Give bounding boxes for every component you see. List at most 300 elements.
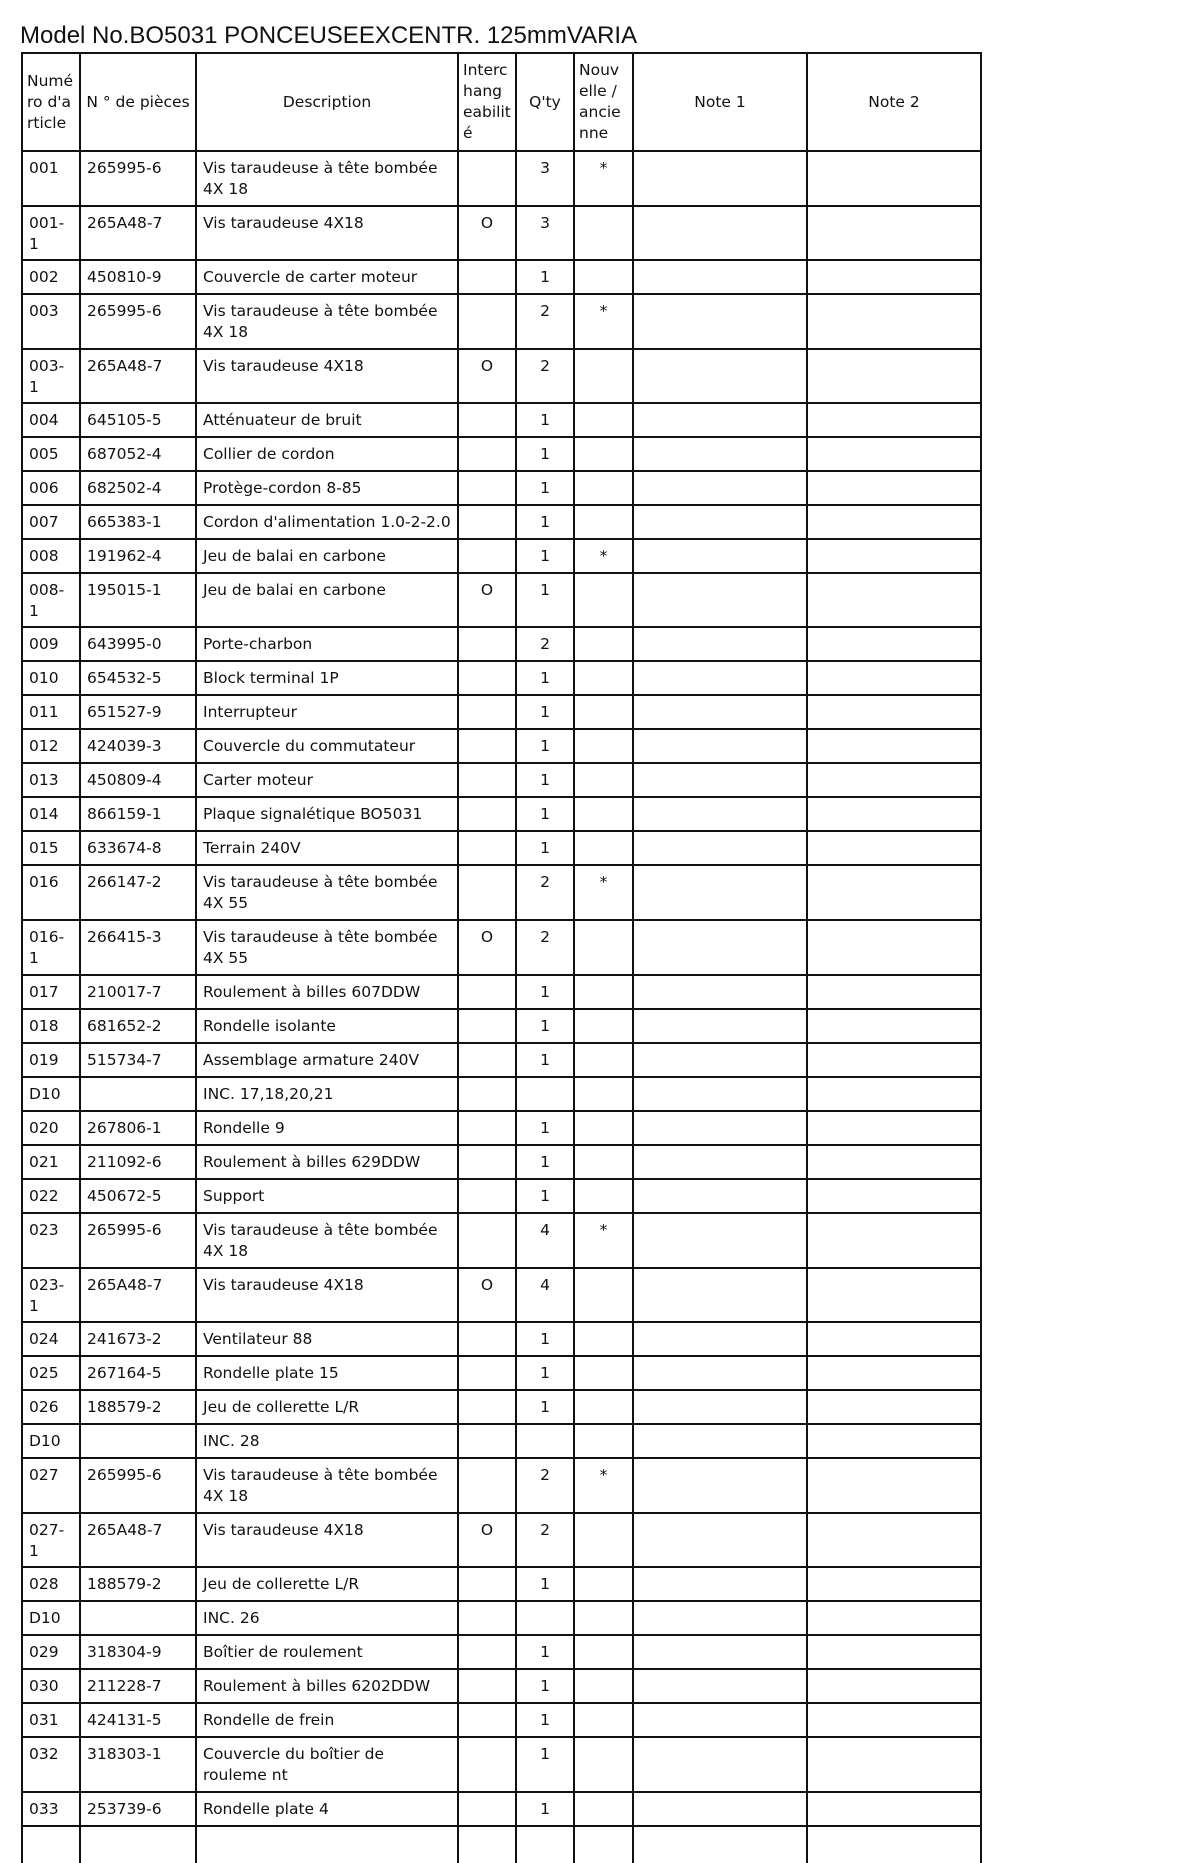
cell-part-no: 682502-4 [80, 471, 196, 505]
cell-note-2 [807, 539, 981, 573]
cell-description: Vis taraudeuse à tête bombée 4X 55 [196, 865, 458, 920]
cell-description: Vis taraudeuse à tête bombée 4X 18 [196, 1213, 458, 1268]
cell-description: Porte-charbon [196, 627, 458, 661]
cell-note-1 [633, 1669, 807, 1703]
cell-interchangeability [458, 1792, 516, 1826]
cell-interchangeability [458, 975, 516, 1009]
cell-note-1 [633, 539, 807, 573]
header-item-no: Numé ro d'a rticle [22, 53, 80, 151]
cell-qty: 1 [516, 471, 574, 505]
cell-part-no: 267806-1 [80, 1111, 196, 1145]
table-row [22, 1043, 981, 1077]
cell-part-no [80, 1601, 196, 1635]
table-row [22, 1792, 981, 1826]
cell-note-1 [633, 1145, 807, 1179]
cell-description: Support [196, 1179, 458, 1213]
cell-description: Vis taraudeuse à tête bombée 4X 55 [196, 920, 458, 975]
cell-new-old [574, 831, 633, 865]
cell-new-old [574, 661, 633, 695]
cell-note-1 [633, 471, 807, 505]
cell-qty: 1 [516, 505, 574, 539]
cell-note-1 [633, 573, 807, 627]
cell-note-2 [807, 1322, 981, 1356]
cell-item-no: 004 [22, 403, 80, 437]
cell-item-no: 014 [22, 797, 80, 831]
header-note-1: Note 1 [633, 53, 807, 151]
cell-note-1 [633, 1567, 807, 1601]
cell-part-no: 265995-6 [80, 1458, 196, 1513]
cell-note-2 [807, 1356, 981, 1390]
cell-interchangeability [458, 1826, 516, 1863]
cell-description: Rondelle de frein [196, 1703, 458, 1737]
cell-item-no: 029 [22, 1635, 80, 1669]
page-title: Model No.BO5031 PONCEUSEEXCENTR. 125mmVARIA [20, 22, 638, 49]
cell-note-1 [633, 294, 807, 349]
cell-note-1 [633, 729, 807, 763]
cell-new-old [574, 573, 633, 627]
cell-item-no: 016 [22, 865, 80, 920]
cell-part-no: 643995-0 [80, 627, 196, 661]
cell-interchangeability: O [458, 349, 516, 403]
cell-part-no [80, 1077, 196, 1111]
cell-interchangeability [458, 865, 516, 920]
cell-note-1 [633, 1513, 807, 1567]
cell-qty: 1 [516, 729, 574, 763]
cell-item-no: 024 [22, 1322, 80, 1356]
table-row [22, 151, 981, 206]
cell-interchangeability [458, 1703, 516, 1737]
cell-interchangeability: O [458, 1513, 516, 1567]
cell-note-1 [633, 1737, 807, 1792]
cell-qty: 1 [516, 403, 574, 437]
cell-part-no: 645105-5 [80, 403, 196, 437]
cell-note-2 [807, 831, 981, 865]
table-row [22, 1567, 981, 1601]
cell-interchangeability [458, 1424, 516, 1458]
cell-note-1 [633, 763, 807, 797]
cell-note-2 [807, 1826, 981, 1863]
cell-interchangeability [458, 403, 516, 437]
cell-note-1 [633, 920, 807, 975]
cell-description: Collier de cordon [196, 437, 458, 471]
cell-part-no: 450672-5 [80, 1179, 196, 1213]
cell-qty: 1 [516, 695, 574, 729]
table-row [22, 1009, 981, 1043]
cell-new-old [574, 1145, 633, 1179]
cell-description: Protège-cordon 8-85 [196, 471, 458, 505]
cell-item-no: D10 [22, 1077, 80, 1111]
cell-qty: 1 [516, 1669, 574, 1703]
table-row [22, 573, 981, 627]
cell-new-old [574, 1513, 633, 1567]
cell-part-no: 681652-2 [80, 1009, 196, 1043]
cell-new-old: * [574, 294, 633, 349]
table-row [22, 1669, 981, 1703]
header-part-no: N ° de pièces [80, 53, 196, 151]
cell-description: Rondelle 9 [196, 1111, 458, 1145]
cell-interchangeability [458, 1390, 516, 1424]
cell-note-1 [633, 505, 807, 539]
cell-part-no: 188579-2 [80, 1567, 196, 1601]
cell-qty [516, 1826, 574, 1863]
cell-description: Jeu de collerette L/R [196, 1390, 458, 1424]
cell-interchangeability [458, 1458, 516, 1513]
cell-note-1 [633, 1826, 807, 1863]
cell-note-2 [807, 505, 981, 539]
cell-part-no: 191962-4 [80, 539, 196, 573]
cell-note-2 [807, 1792, 981, 1826]
cell-item-no: 003 [22, 294, 80, 349]
cell-interchangeability [458, 1077, 516, 1111]
cell-description: Couvercle du commutateur [196, 729, 458, 763]
cell-part-no: 265A48-7 [80, 1513, 196, 1567]
cell-part-no: 450809-4 [80, 763, 196, 797]
cell-note-2 [807, 763, 981, 797]
cell-description: Ventilateur 88 [196, 1322, 458, 1356]
cell-interchangeability [458, 1601, 516, 1635]
cell-new-old [574, 797, 633, 831]
cell-interchangeability [458, 1635, 516, 1669]
cell-new-old: * [574, 865, 633, 920]
cell-description: Cordon d'alimentation 1.0-2-2.0 [196, 505, 458, 539]
cell-note-2 [807, 865, 981, 920]
cell-note-2 [807, 920, 981, 975]
cell-item-no: 006 [22, 471, 80, 505]
cell-part-no: 266415-3 [80, 920, 196, 975]
cell-item-no: 033 [22, 1792, 80, 1826]
cell-description: INC. 28 [196, 1424, 458, 1458]
cell-interchangeability [458, 1737, 516, 1792]
cell-new-old [574, 627, 633, 661]
table-row [22, 1390, 981, 1424]
cell-note-1 [633, 1268, 807, 1322]
cell-new-old [574, 349, 633, 403]
cell-description: Roulement à billes 6202DDW [196, 1669, 458, 1703]
cell-note-2 [807, 1111, 981, 1145]
cell-part-no: 267164-5 [80, 1356, 196, 1390]
cell-description: Rondelle plate 15 [196, 1356, 458, 1390]
cell-note-2 [807, 206, 981, 260]
cell-new-old: * [574, 1213, 633, 1268]
cell-description: Rondelle plate 4 [196, 1792, 458, 1826]
cell-qty: 1 [516, 437, 574, 471]
cell-qty [516, 1601, 574, 1635]
cell-note-2 [807, 1077, 981, 1111]
cell-note-1 [633, 695, 807, 729]
cell-part-no: 253739-6 [80, 1792, 196, 1826]
cell-item-no: 021 [22, 1145, 80, 1179]
cell-item-no: 027 [22, 1458, 80, 1513]
cell-qty [516, 1077, 574, 1111]
header-qty: Q'ty [516, 53, 574, 151]
cell-item-no: 008 [22, 539, 80, 573]
cell-part-no: 265995-6 [80, 294, 196, 349]
cell-interchangeability [458, 539, 516, 573]
cell-new-old [574, 729, 633, 763]
cell-interchangeability [458, 1356, 516, 1390]
cell-part-no: 265A48-7 [80, 1268, 196, 1322]
table-row [22, 539, 981, 573]
cell-item-no: 016-1 [22, 920, 80, 975]
cell-note-2 [807, 573, 981, 627]
cell-qty: 1 [516, 1792, 574, 1826]
cell-new-old [574, 1009, 633, 1043]
table-row [22, 1513, 981, 1567]
cell-part-no: 654532-5 [80, 661, 196, 695]
cell-new-old [574, 1077, 633, 1111]
cell-part-no: 265A48-7 [80, 206, 196, 260]
cell-description: Terrain 240V [196, 831, 458, 865]
cell-note-2 [807, 1601, 981, 1635]
cell-note-2 [807, 695, 981, 729]
table-row [22, 471, 981, 505]
cell-interchangeability: O [458, 573, 516, 627]
cell-note-1 [633, 1322, 807, 1356]
table-row [22, 294, 981, 349]
cell-note-1 [633, 151, 807, 206]
cell-note-1 [633, 1356, 807, 1390]
cell-interchangeability [458, 1111, 516, 1145]
cell-description: Interrupteur [196, 695, 458, 729]
cell-qty: 3 [516, 151, 574, 206]
cell-new-old [574, 1601, 633, 1635]
cell-new-old [574, 1737, 633, 1792]
cell-note-2 [807, 349, 981, 403]
cell-new-old [574, 206, 633, 260]
cell-note-2 [807, 1043, 981, 1077]
cell-item-no: 008-1 [22, 573, 80, 627]
cell-part-no: 424039-3 [80, 729, 196, 763]
cell-item-no: 022 [22, 1179, 80, 1213]
cell-item-no: 018 [22, 1009, 80, 1043]
cell-interchangeability [458, 151, 516, 206]
cell-part-no: 665383-1 [80, 505, 196, 539]
cell-interchangeability: O [458, 920, 516, 975]
cell-item-no: 001-1 [22, 206, 80, 260]
cell-interchangeability [458, 294, 516, 349]
cell-interchangeability [458, 695, 516, 729]
cell-interchangeability [458, 1043, 516, 1077]
table-row [22, 1213, 981, 1268]
cell-qty: 1 [516, 1145, 574, 1179]
cell-qty: 1 [516, 1567, 574, 1601]
cell-new-old [574, 505, 633, 539]
cell-note-2 [807, 1424, 981, 1458]
cell-description: Assemblage armature 240V [196, 1043, 458, 1077]
cell-note-1 [633, 627, 807, 661]
cell-interchangeability [458, 1567, 516, 1601]
header-new-old: Nouv elle / ancie nne [574, 53, 633, 151]
parts-table [21, 52, 982, 1863]
table-row [22, 1268, 981, 1322]
table-row [22, 1737, 981, 1792]
cell-qty: 1 [516, 1703, 574, 1737]
table-row [22, 797, 981, 831]
cell-note-1 [633, 1179, 807, 1213]
cell-new-old [574, 1043, 633, 1077]
cell-new-old: * [574, 151, 633, 206]
table-row [22, 349, 981, 403]
cell-note-2 [807, 1567, 981, 1601]
table-row [22, 1458, 981, 1513]
table-row [22, 206, 981, 260]
cell-interchangeability [458, 1145, 516, 1179]
cell-qty [516, 1424, 574, 1458]
cell-item-no: 020 [22, 1111, 80, 1145]
cell-note-1 [633, 437, 807, 471]
cell-note-1 [633, 1601, 807, 1635]
header-note-2: Note 2 [807, 53, 981, 151]
table-row [22, 695, 981, 729]
table-row [22, 1179, 981, 1213]
cell-description: INC. 26 [196, 1601, 458, 1635]
cell-note-1 [633, 661, 807, 695]
cell-item-no: 012 [22, 729, 80, 763]
cell-new-old [574, 1703, 633, 1737]
cell-qty: 1 [516, 975, 574, 1009]
cell-part-no: 265A48-7 [80, 349, 196, 403]
cell-qty: 1 [516, 831, 574, 865]
cell-new-old [574, 763, 633, 797]
cell-qty: 1 [516, 1390, 574, 1424]
cell-qty: 1 [516, 1043, 574, 1077]
cell-new-old [574, 403, 633, 437]
cell-note-2 [807, 1513, 981, 1567]
cell-description: Roulement à billes 607DDW [196, 975, 458, 1009]
cell-qty: 2 [516, 1458, 574, 1513]
cell-qty: 3 [516, 206, 574, 260]
cell-qty: 1 [516, 1737, 574, 1792]
cell-new-old: * [574, 1458, 633, 1513]
cell-part-no: 266147-2 [80, 865, 196, 920]
cell-item-no: 011 [22, 695, 80, 729]
cell-note-2 [807, 294, 981, 349]
cell-description: Vis taraudeuse à tête bombée 4X 18 [196, 151, 458, 206]
cell-item-no: 026 [22, 1390, 80, 1424]
cell-new-old [574, 1356, 633, 1390]
table-row [22, 505, 981, 539]
table-row [22, 260, 981, 294]
table-row [22, 831, 981, 865]
cell-item-no: 005 [22, 437, 80, 471]
cell-part-no: 651527-9 [80, 695, 196, 729]
cell-new-old [574, 1390, 633, 1424]
table-row [22, 1145, 981, 1179]
table-row [22, 1356, 981, 1390]
cell-description: INC. 17,18,20,21 [196, 1077, 458, 1111]
cell-part-no: 515734-7 [80, 1043, 196, 1077]
cell-qty: 2 [516, 294, 574, 349]
cell-part-no: 318303-1 [80, 1737, 196, 1792]
cell-interchangeability [458, 763, 516, 797]
cell-qty: 1 [516, 661, 574, 695]
cell-item-no: 023 [22, 1213, 80, 1268]
cell-note-1 [633, 260, 807, 294]
cell-item-no: D10 [22, 1601, 80, 1635]
header-description: Description [196, 53, 458, 151]
cell-interchangeability [458, 437, 516, 471]
cell-item-no: 032 [22, 1737, 80, 1792]
table-header-row [22, 53, 981, 151]
cell-note-2 [807, 1669, 981, 1703]
cell-new-old [574, 1111, 633, 1145]
cell-qty: 1 [516, 797, 574, 831]
cell-part-no [80, 1826, 196, 1863]
cell-item-no: 027-1 [22, 1513, 80, 1567]
cell-interchangeability [458, 471, 516, 505]
cell-note-2 [807, 627, 981, 661]
header-interchangeability: Interc hang eabilit é [458, 53, 516, 151]
cell-new-old [574, 1567, 633, 1601]
cell-note-1 [633, 1703, 807, 1737]
cell-note-2 [807, 661, 981, 695]
cell-qty: 1 [516, 573, 574, 627]
cell-description: Boîtier de roulement [196, 1635, 458, 1669]
cell-note-1 [633, 975, 807, 1009]
cell-item-no: 028 [22, 1567, 80, 1601]
cell-interchangeability [458, 729, 516, 763]
cell-interchangeability [458, 260, 516, 294]
cell-description: Rondelle isolante [196, 1009, 458, 1043]
cell-item-no: 025 [22, 1356, 80, 1390]
cell-note-1 [633, 403, 807, 437]
table-row [22, 975, 981, 1009]
cell-new-old [574, 1268, 633, 1322]
cell-qty: 1 [516, 1635, 574, 1669]
cell-description: Jeu de balai en carbone [196, 539, 458, 573]
cell-note-2 [807, 151, 981, 206]
cell-note-1 [633, 831, 807, 865]
cell-part-no: 687052-4 [80, 437, 196, 471]
cell-part-no: 265995-6 [80, 1213, 196, 1268]
cell-note-1 [633, 349, 807, 403]
cell-note-2 [807, 1737, 981, 1792]
cell-qty: 1 [516, 763, 574, 797]
cell-qty: 2 [516, 1513, 574, 1567]
cell-interchangeability [458, 627, 516, 661]
cell-note-1 [633, 1792, 807, 1826]
cell-item-no: 031 [22, 1703, 80, 1737]
cell-part-no: 211228-7 [80, 1669, 196, 1703]
cell-new-old [574, 1179, 633, 1213]
cell-description [196, 1826, 458, 1863]
cell-note-1 [633, 1458, 807, 1513]
cell-note-2 [807, 1145, 981, 1179]
cell-interchangeability [458, 661, 516, 695]
cell-qty: 1 [516, 1009, 574, 1043]
cell-note-1 [633, 1077, 807, 1111]
cell-note-1 [633, 1009, 807, 1043]
table-row [22, 1703, 981, 1737]
cell-interchangeability [458, 1009, 516, 1043]
cell-note-2 [807, 260, 981, 294]
cell-part-no: 318304-9 [80, 1635, 196, 1669]
cell-new-old [574, 1669, 633, 1703]
cell-interchangeability [458, 1669, 516, 1703]
table-row [22, 1111, 981, 1145]
cell-interchangeability [458, 797, 516, 831]
cell-new-old [574, 260, 633, 294]
cell-interchangeability [458, 831, 516, 865]
cell-note-1 [633, 1390, 807, 1424]
cell-description: Vis taraudeuse 4X18 [196, 349, 458, 403]
cell-note-2 [807, 797, 981, 831]
cell-interchangeability: O [458, 1268, 516, 1322]
cell-qty: 1 [516, 1356, 574, 1390]
cell-note-2 [807, 471, 981, 505]
cell-qty: 2 [516, 920, 574, 975]
cell-note-2 [807, 1458, 981, 1513]
